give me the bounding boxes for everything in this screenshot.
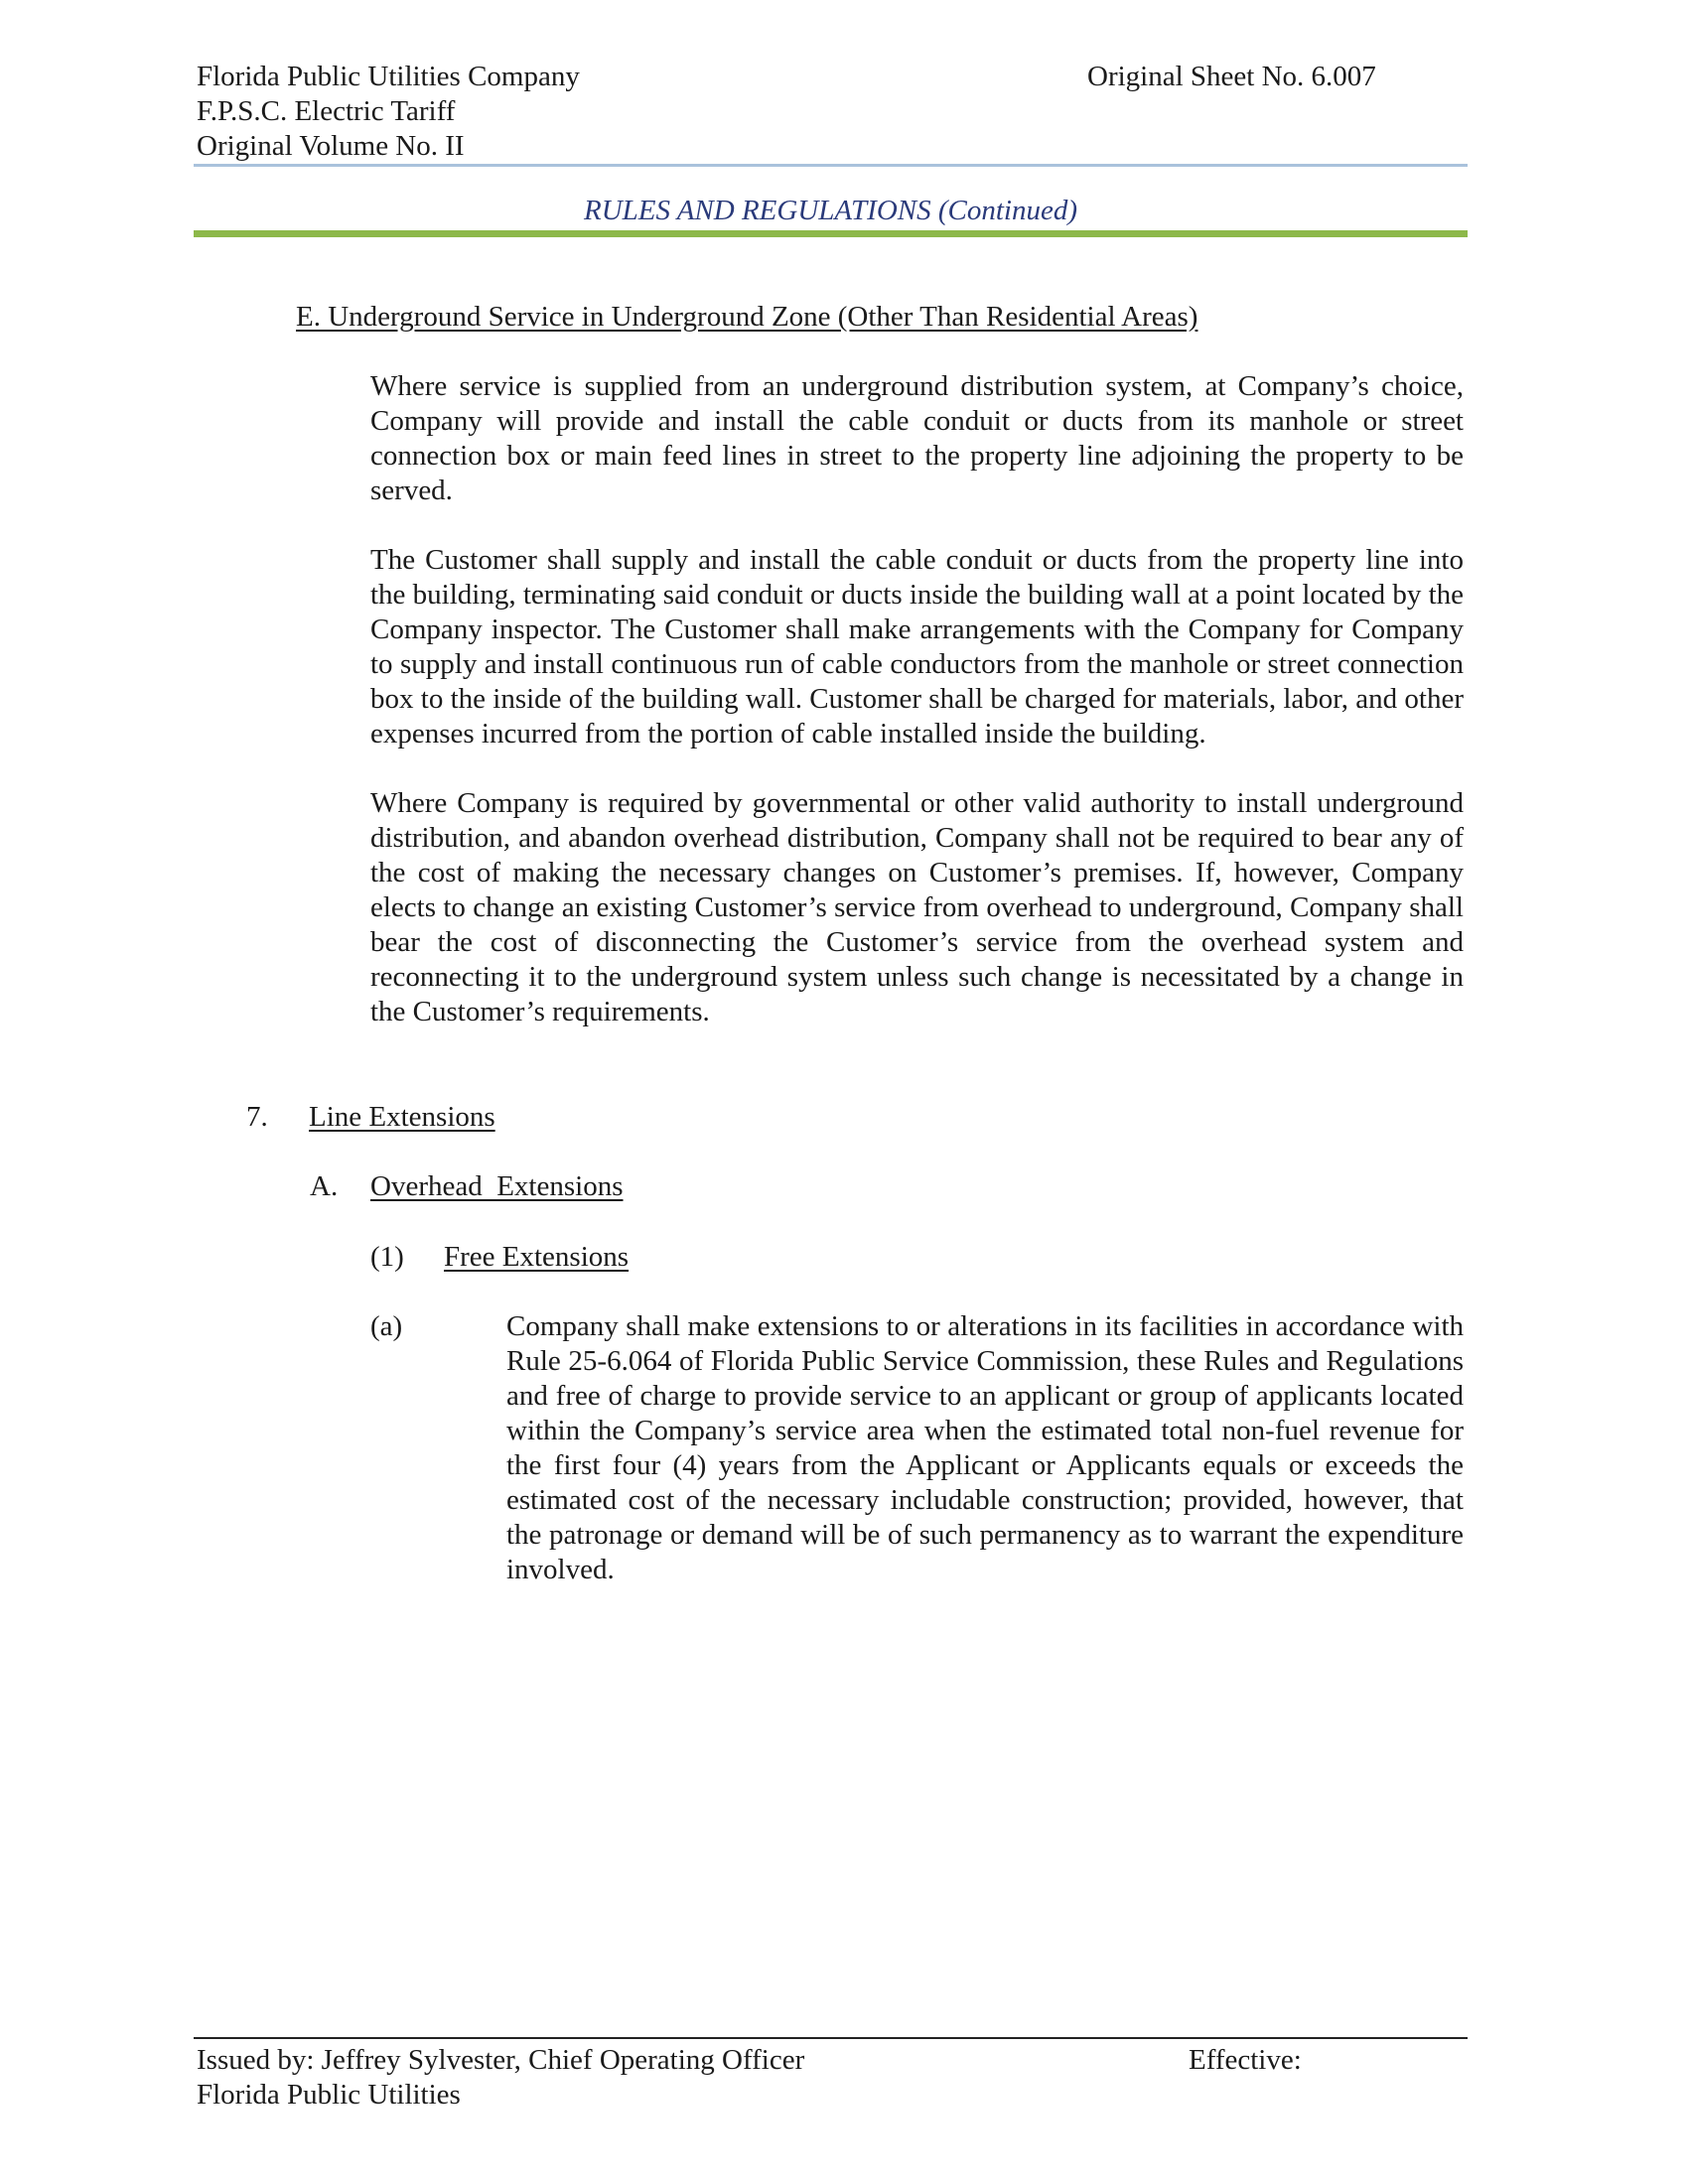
footer-company: Florida Public Utilities: [197, 2079, 461, 2111]
subsection-a-label: A.: [310, 1170, 339, 1202]
sheet-number: Original Sheet No. 6.007: [1087, 61, 1376, 92]
section-7-number: 7.: [246, 1101, 268, 1133]
section-divider: [194, 230, 1468, 237]
section-e-paragraph-2: The Customer shall supply and install the cable conduit or ducts from the property line into the building, terminating said conduit or ducts inside the building wall at a point located by the Company inspector. The Customer shall make arrangements with the Company for Company to supply and install continuous run of cable conductors from the manhole or street connection box to the inside of the building wall. Customer shall be charged for materials, labor, and other expenses incurred from the portion of cable installed inside the building.: [370, 544, 1464, 750]
subsection-1-label: (1): [370, 1241, 404, 1273]
volume-label: Original Volume No. II: [197, 130, 465, 162]
tariff-name: F.P.S.C. Electric Tariff: [197, 95, 456, 127]
header-divider: [194, 164, 1468, 167]
issued-by: Issued by: Jeffrey Sylvester, Chief Operating Officer: [197, 2044, 805, 2076]
section-e-paragraph-3: Where Company is required by governmental or other valid authority to install underground distribution, and abandon overhead distribution, Company shall not be required to bear any of the cost of making the necessary changes on Customer’s premises. If, however, Company elects to change an existing Customer’s service from overhead to underground, Company shall bear the cost of disconnecting the Customer’s service from the overhead system and reconnecting it to the underground system unless such change is necessitated by a change in the Customer’s requirements.: [370, 787, 1464, 1027]
item-a-body: [506, 1309, 1464, 1587]
subsection-a-title: Overhead Extensions: [370, 1170, 624, 1202]
section-e-body: [370, 369, 1464, 1029]
effective-label: Effective:: [1189, 2044, 1302, 2076]
company-name: Florida Public Utilities Company: [197, 61, 580, 92]
section-7-title: Line Extensions: [309, 1101, 495, 1133]
subsection-1-title: Free Extensions: [444, 1241, 630, 1273]
footer-divider: [194, 2037, 1468, 2039]
section-title: RULES AND REGULATIONS (Continued): [583, 195, 1078, 226]
item-a-text: Company shall make extensions to or alterations in its facilities in accordance with Rule 25-6.064 of Florida Public Service Commission, these Rules and Regulations and free of charge to provide service to an applicant or group of applicants located within the Company’s service area when the estimated total non-fuel revenue for the first four (4) years from the Applicant or Applicants equals or exceeds the estimated cost of the necessary includable construction; provided, however, that the patronage or demand will be of such permanency as to warrant the expenditure involved.: [506, 1310, 1464, 1585]
item-a-label: (a): [370, 1310, 403, 1342]
section-e-heading: E. Underground Service in Underground Zone (Other Than Residential Areas): [296, 301, 1198, 333]
section-e-paragraph-1: Where service is supplied from an underground distribution system, at Company’s choice, Company will provide and install the cable conduit or ducts from its manhole or street connection box or main feed lines in street to the property line adjoining the property to be served.: [370, 370, 1464, 506]
